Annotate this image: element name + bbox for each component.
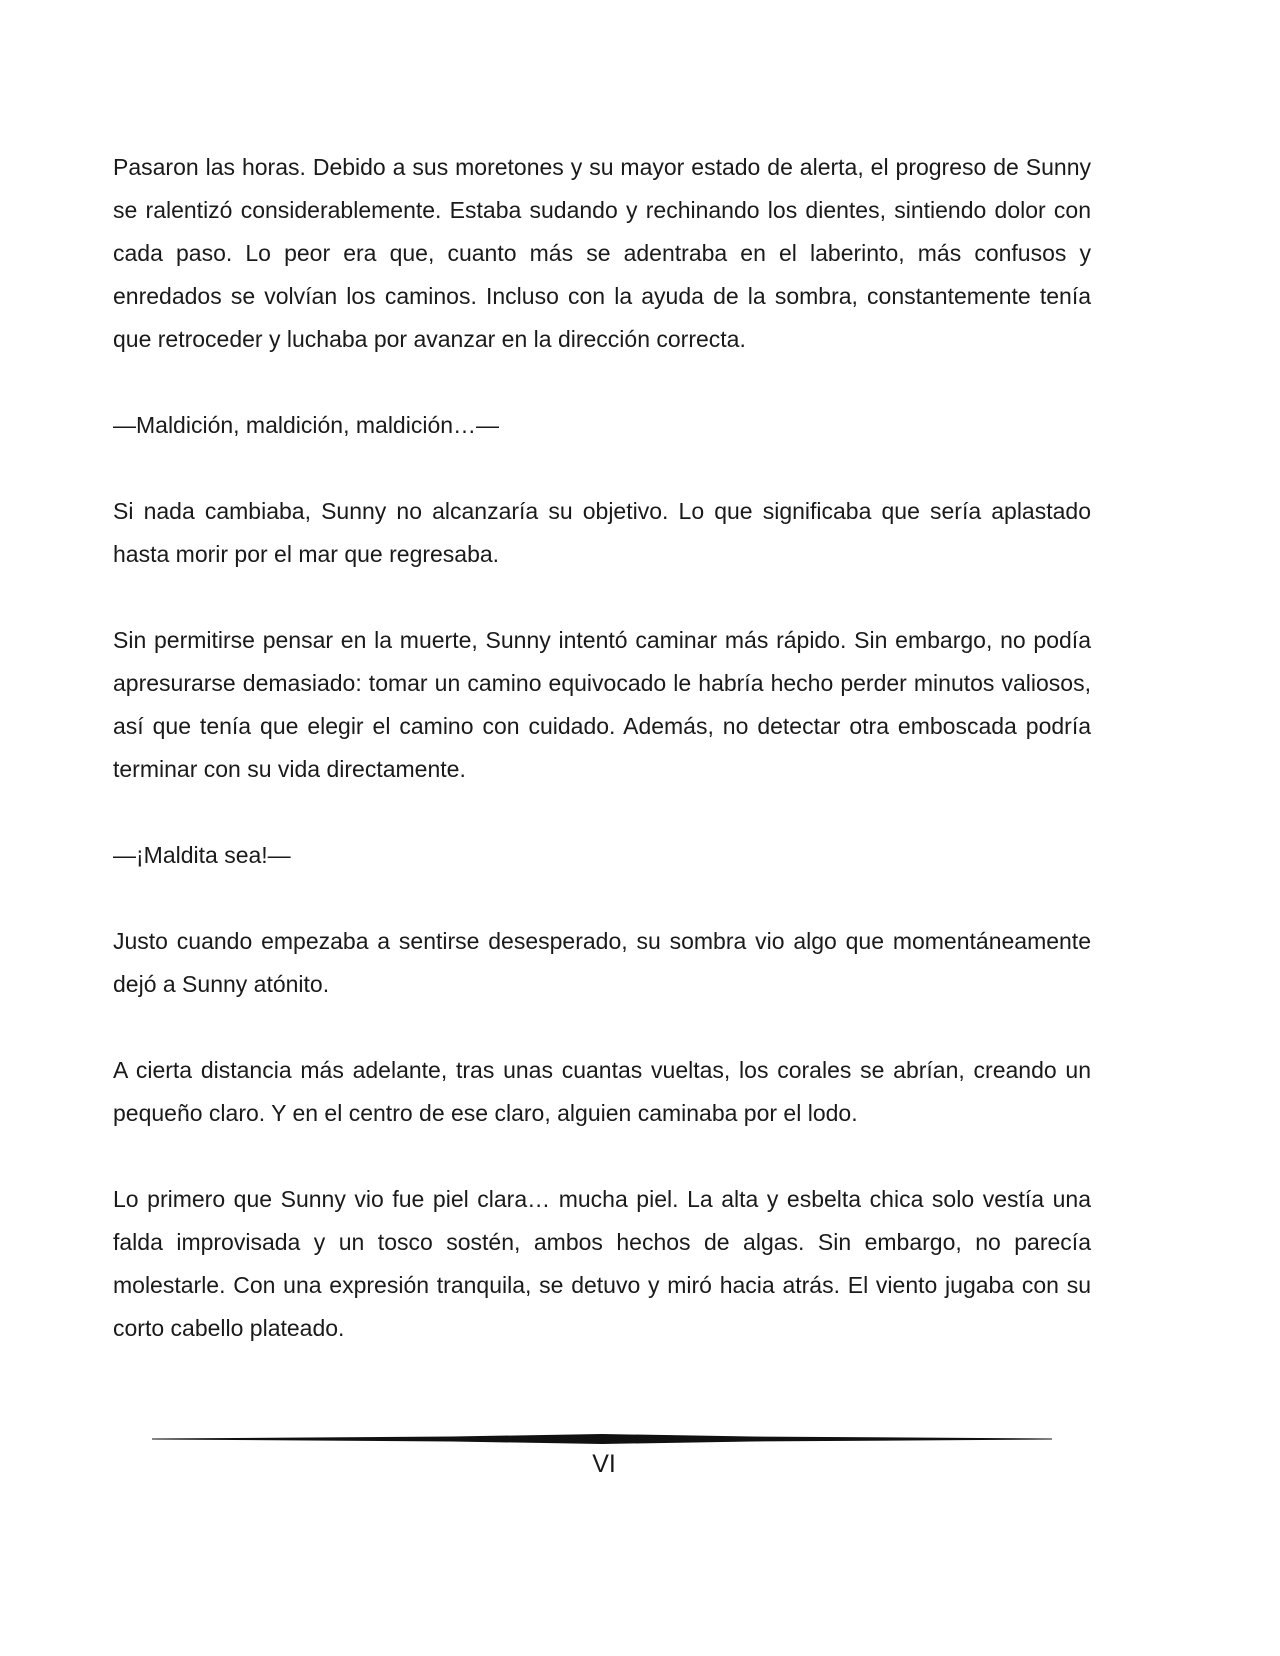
- dialogue-line: —¡Maldita sea!—: [113, 842, 291, 868]
- paragraph: Si nada cambiaba, Sunny no alcanzaría su objetivo. Lo que significaba que sería aplastado hasta morir por el mar que regresaba.: [113, 498, 1091, 567]
- paragraph: Justo cuando empezaba a sentirse desesperado, su sombra vio algo que momentáneamente dejó a Sunny atónito.: [113, 928, 1091, 997]
- dialogue-line: —Maldición, maldición, maldición…—: [113, 412, 500, 438]
- paragraph: Lo primero que Sunny vio fue piel clara… mucha piel. La alta y esbelta chica solo vestía una falda improvisada y un tosco sostén, ambos hechos de algas. Sin embargo, no parecía molestarle. Con una expresión tranquila, se detuvo y miró hacia atrás. El viento jugaba con su corto cabello plateado.: [113, 1186, 1091, 1341]
- footer-divider: [152, 1431, 1052, 1447]
- paragraph: Sin permitirse pensar en la muerte, Sunny intentó caminar más rápido. Sin embargo, no podía apresurarse demasiado: tomar un camino equivocado le habría hecho perder minutos valiosos, así que tenía que elegir el camino con cuidado. Además, no detectar otra emboscada podría terminar con su vida directamente.: [113, 627, 1091, 782]
- page-number: VI: [592, 1450, 616, 1478]
- paragraph: A cierta distancia más adelante, tras unas cuantas vueltas, los corales se abrían, creando un pequeño claro. Y en el centro de ese claro, alguien caminaba por el lodo.: [113, 1057, 1091, 1126]
- page-body: [113, 146, 1091, 1350]
- paragraph: Pasaron las horas. Debido a sus moretones y su mayor estado de alerta, el progreso de Sunny se ralentizó considerablemente. Estaba sudando y rechinando los dientes, sintiendo dolor con cada paso. Lo peor era que, cuanto más se adentraba en el laberinto, más confusos y enredados se volvían los caminos. Incluso con la ayuda de la sombra, constantemente tenía que retroceder y luchaba por avanzar en la dirección correcta.: [113, 154, 1091, 352]
